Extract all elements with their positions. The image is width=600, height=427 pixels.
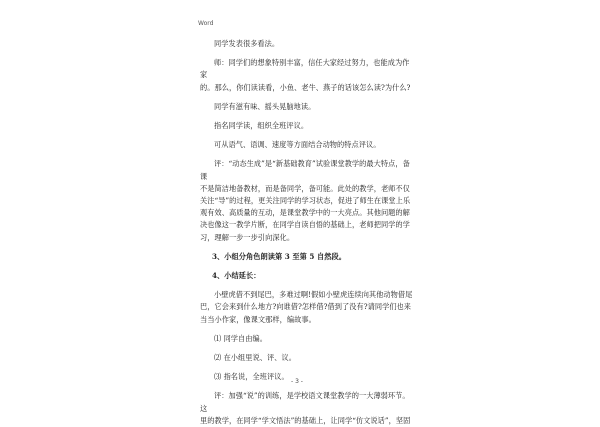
text-line: 评：“动态生成”是“新基础教育”试验课堂教学的最大特点，备课 — [200, 159, 410, 181]
text-line: 关注“导”的过程，更关注同学的学习状态，促进了师生在课堂上乐 — [200, 196, 411, 206]
text-line: 当当小作家，像课文那样，编故事。 — [200, 314, 316, 324]
numbered-heading — [200, 251, 416, 263]
paragraph — [200, 158, 416, 243]
text-line: 习，理解一步一步引向深化。 — [200, 232, 295, 242]
paragraph — [200, 57, 416, 94]
text-line: 可从语气、语调、速度等方面结合动物的特点评议。 — [214, 140, 381, 150]
text-line: 4、小结延长： — [212, 271, 261, 281]
text-line: 同学发表很多看法。 — [214, 39, 280, 48]
header-label: Word — [198, 20, 214, 27]
list-item — [200, 333, 416, 345]
paragraph — [200, 289, 416, 326]
paragraph — [200, 390, 416, 427]
text-line: 同学有滋有味、摇头晃脑地读。 — [214, 101, 316, 111]
document-body — [200, 38, 416, 427]
page-number: - 3 - — [291, 378, 303, 385]
paragraph — [200, 139, 416, 151]
text-line: 师：同学们的想象特别丰富，信任大家经过努力，也能成为作家 — [200, 58, 410, 80]
text-line: 的。那么，你们读读看，小鱼、老牛、燕子的话该怎么读?为什么? — [200, 82, 411, 92]
paragraph — [200, 101, 416, 113]
text-line: 3、小组分角色朗读第 3 至第 5 自然段。 — [212, 251, 346, 261]
text-line: 小壁虎借不到尾巴，多难过啊!假如小壁虎连续向其他动物借尾 — [214, 290, 413, 300]
numbered-heading — [200, 270, 416, 282]
text-line: 里的教学，在同学“学文悟法”的基础上，让同学“仿文说话”，坚固 — [200, 415, 411, 425]
text-line: 观有效、高质量的互动，是课堂教学中的一大亮点。其他问题的解 — [200, 208, 410, 218]
text-line: ⑶ 指名说，全班评议。 — [214, 372, 289, 382]
text-line: ⑴ 同学自由编。 — [214, 333, 267, 343]
paragraph — [200, 120, 416, 132]
text-line: ⑵ 在小组里说、评、议。 — [214, 353, 296, 363]
text-line: 决也像这一教学片断，在同学自读自悟的基础上，老师把同学的学 — [200, 220, 410, 230]
text-line: 评：加强“说”的训练，是学校语文课堂教学的一大薄弱环节。这 — [200, 391, 410, 413]
list-item — [200, 371, 416, 383]
text-line: 巴，它会来到什么地方?向谁借?怎样借?借到了没有?请同学们也来 — [200, 302, 412, 312]
text-line: 不是简洁地备教材，而是备同学，备可能。此处的教学，老师不仅 — [200, 183, 410, 193]
list-item — [200, 352, 416, 364]
paragraph — [200, 38, 416, 50]
text-line: 指名同学读，组织全班评议。 — [214, 121, 309, 131]
